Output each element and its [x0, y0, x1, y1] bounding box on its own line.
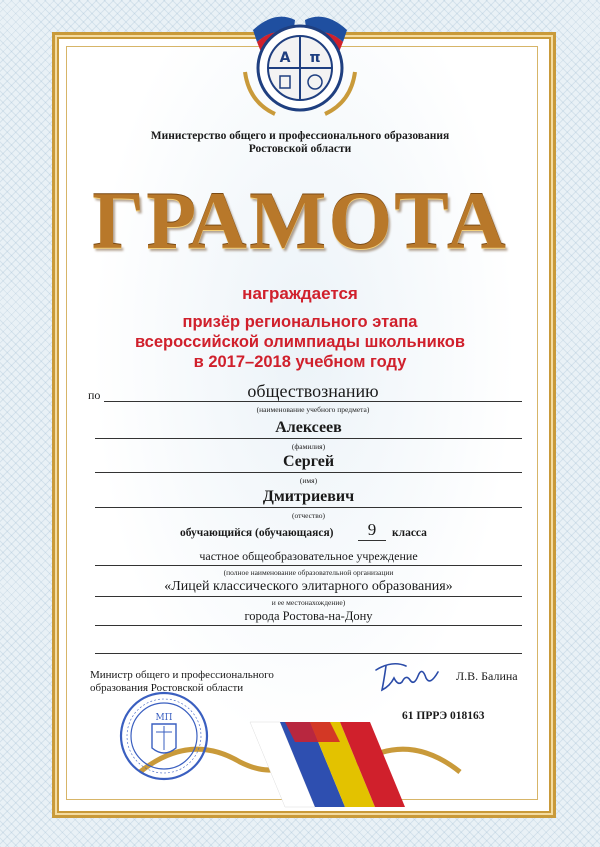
patronymic-caption: (отчество): [291, 511, 326, 520]
grade-suffix: класса: [392, 527, 427, 539]
grade-value: 9: [367, 520, 377, 539]
school-caption-2: и ее местонахождение): [271, 598, 346, 607]
school-type-value: частное общеобразовательное учреждение: [199, 549, 418, 563]
official-stamp: [118, 690, 210, 782]
school-name-value: «Лицей классического элитарного образования»: [164, 579, 453, 594]
name-caption: (имя): [299, 476, 318, 485]
signatory-title-line-2: образования Ростовской области: [90, 682, 244, 694]
name-value: Сергей: [282, 453, 335, 470]
grade-line: [358, 540, 386, 541]
emblem-letter-pi: π: [309, 50, 321, 66]
subject-value: обществознанию: [247, 381, 379, 401]
grade-prefix: обучающийся (обучающаяся): [180, 527, 334, 539]
signatory-title-line-1: Министр общего и профессионального: [90, 669, 274, 681]
prize-statement: [0, 312, 600, 372]
school-caption-1: (полное наименование образовательной организации: [223, 568, 394, 577]
stamp-mp: МП: [155, 713, 173, 723]
signatory-name: Л.В. Балина: [456, 669, 518, 683]
surname-line: [95, 438, 522, 439]
patronymic-value: Дмитриевич: [262, 488, 355, 505]
school-type-line: [95, 565, 522, 566]
prize-line-3: в 2017–2018 учебном году: [193, 353, 407, 371]
blank-line: [95, 653, 522, 654]
prize-line-2: всероссийской олимпиады школьников: [134, 333, 466, 351]
school-name-line: [95, 596, 522, 597]
patronymic-line: [95, 507, 522, 508]
awarded-label: награждается: [242, 284, 358, 303]
serial-number: 61 ПРРЭ 018163: [402, 710, 485, 722]
emblem-letter-a: А: [279, 50, 291, 66]
name-line: [95, 472, 522, 473]
surname-caption: (фамилия): [291, 442, 326, 451]
city-line: [95, 625, 522, 626]
surname-value: Алексеев: [275, 419, 342, 436]
city-value: города Ростова-на-Дону: [244, 609, 373, 623]
olympiad-emblem: [235, 2, 365, 124]
certificate-title: ГРАМОТА: [92, 175, 508, 266]
handwritten-signature: [372, 656, 444, 696]
ministry-header: [0, 130, 600, 156]
ministry-line-1: Министерство общего и профессионального образования: [150, 130, 450, 142]
subject-caption: (наименование учебного предмета): [256, 405, 370, 414]
prize-line-1: призёр регионального этапа: [182, 313, 418, 331]
ministry-line-2: Ростовской области: [248, 143, 352, 155]
subject-prefix: по: [88, 388, 101, 402]
